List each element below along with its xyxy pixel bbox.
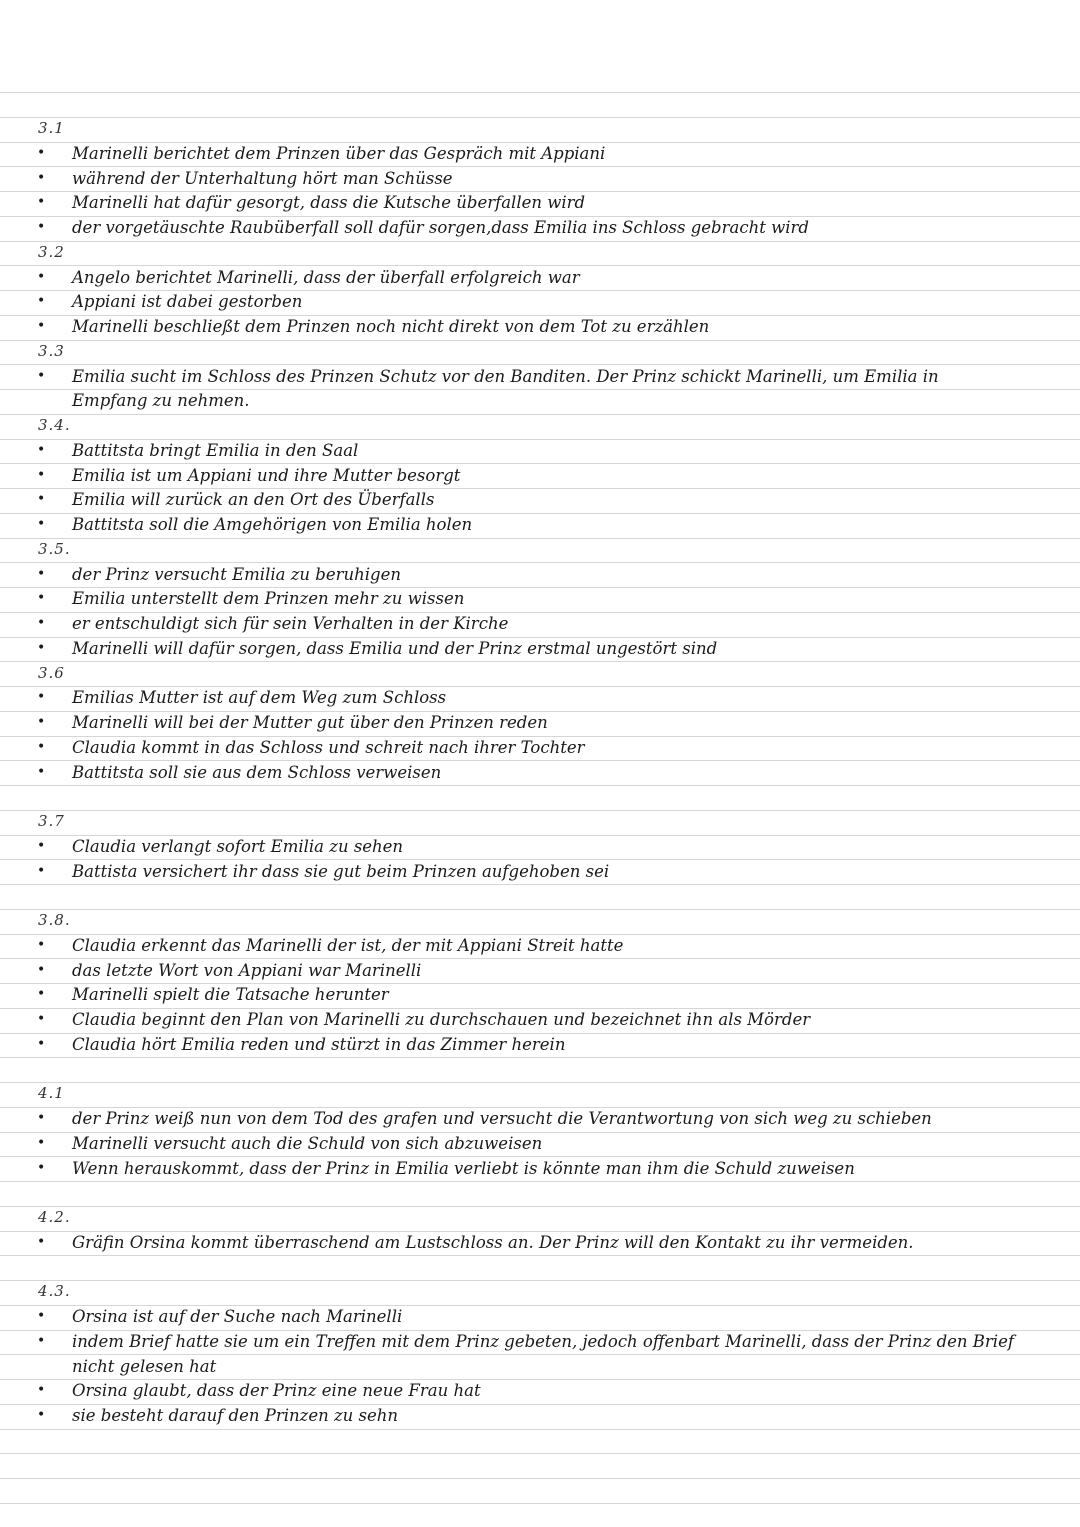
bullet-icon: • xyxy=(37,863,46,879)
section-heading-row xyxy=(0,809,1080,834)
list-item xyxy=(0,735,1080,760)
list-item xyxy=(0,760,1080,785)
list-item xyxy=(0,1230,1080,1255)
list-item-text: sie besteht darauf den Prinzen zu sehn xyxy=(72,1406,399,1425)
bullet-icon: • xyxy=(37,1036,46,1052)
list-item-text: Gräfin Orsina kommt überraschend am Lustschloss an. Der Prinz will den Kontakt zu ihr vermeiden. xyxy=(72,1233,914,1252)
list-item-text: Marinelli will dafür sorgen, dass Emilia und der Prinz erstmal ungestört sind xyxy=(72,639,718,658)
list-item xyxy=(0,265,1080,290)
list-item-text: Emilias Mutter ist auf dem Weg zum Schloss xyxy=(72,688,447,707)
list-item-text: Claudia beginnt den Plan von Marinelli zu durchschauen und bezeichnet ihn als Mörder xyxy=(72,1010,811,1029)
section-heading: 3.1 xyxy=(38,119,65,137)
list-item xyxy=(0,636,1080,661)
list-item xyxy=(0,438,1080,463)
list-item xyxy=(0,1106,1080,1131)
bullet-icon: • xyxy=(37,1234,46,1250)
ruled-line xyxy=(0,92,1080,93)
list-item-text: Marinelli beschließt dem Prinzen noch nicht direkt von dem Tot zu erzählen xyxy=(72,317,710,336)
section-heading: 4.2. xyxy=(38,1208,71,1226)
list-item xyxy=(0,512,1080,537)
list-item-text: Marinelli hat dafür gesorgt, dass die Kutsche überfallen wird xyxy=(72,193,586,212)
list-item-text: Battitsta soll die Amgehörigen von Emilia holen xyxy=(72,515,473,534)
ruled-line xyxy=(0,1453,1080,1454)
list-item-text: Emilia unterstellt dem Prinzen mehr zu wissen xyxy=(72,589,465,608)
bullet-icon: • xyxy=(37,1382,46,1398)
list-item xyxy=(0,933,1080,958)
section-heading-row xyxy=(0,339,1080,364)
bullet-icon: • xyxy=(37,615,46,631)
list-item xyxy=(0,141,1080,166)
list-item-text: der Prinz versucht Emilia zu beruhigen xyxy=(72,565,401,584)
list-item xyxy=(0,1329,1080,1354)
list-item xyxy=(0,611,1080,636)
list-item xyxy=(0,562,1080,587)
list-item xyxy=(0,982,1080,1007)
list-item-text: Battista versichert ihr dass sie gut beim Prinzen aufgehoben sei xyxy=(72,862,610,881)
section-heading: 3.3 xyxy=(38,342,65,360)
bullet-icon: • xyxy=(37,516,46,532)
list-item xyxy=(0,289,1080,314)
bullet-icon: • xyxy=(37,442,46,458)
bullet-icon: • xyxy=(37,590,46,606)
bullet-icon: • xyxy=(37,1308,46,1324)
ruled-line xyxy=(0,884,1080,885)
list-item-text: nicht gelesen hat xyxy=(72,1357,217,1376)
ruled-line xyxy=(0,1503,1080,1504)
list-item-text: indem Brief hatte sie um ein Treffen mit dem Prinz gebeten, jedoch offenbart Marinelli, dass der Prinz den Brief xyxy=(72,1332,1014,1351)
bullet-icon: • xyxy=(37,318,46,334)
list-item-text: der vorgetäuschte Raubüberfall soll dafür sorgen,dass Emilia ins Schloss gebracht wird xyxy=(72,218,809,237)
section-heading: 4.1 xyxy=(38,1084,65,1102)
list-item-text: Claudia erkennt das Marinelli der ist, der mit Appiani Streit hatte xyxy=(72,936,624,955)
list-item-text: Empfang zu nehmen. xyxy=(72,391,250,410)
bullet-icon: • xyxy=(37,566,46,582)
section-heading: 3.5. xyxy=(38,540,71,558)
bullet-icon: • xyxy=(37,293,46,309)
list-item-text: Orsina ist auf der Suche nach Marinelli xyxy=(72,1307,403,1326)
ruled-line xyxy=(0,1057,1080,1058)
section-heading: 3.2 xyxy=(38,243,65,261)
list-item xyxy=(0,314,1080,339)
list-item xyxy=(0,859,1080,884)
section-heading: 3.6 xyxy=(38,664,65,682)
list-item-text: während der Unterhaltung hört man Schüsse xyxy=(72,169,453,188)
list-item xyxy=(0,1007,1080,1032)
list-item xyxy=(0,1378,1080,1403)
list-item-text: Emilia will zurück an den Ort des Überfalls xyxy=(72,490,435,509)
list-item xyxy=(0,1403,1080,1428)
bullet-icon: • xyxy=(37,145,46,161)
section-heading: 3.8. xyxy=(38,911,71,929)
list-item-text: Claudia hört Emilia reden und stürzt in das Zimmer herein xyxy=(72,1035,566,1054)
section-heading-row xyxy=(0,1081,1080,1106)
bullet-icon: • xyxy=(37,986,46,1002)
list-item-text: Emilia sucht im Schloss des Prinzen Schutz vor den Banditen. Der Prinz schickt Marinelli, um Emilia in xyxy=(72,367,939,386)
list-item-text: Marinelli versucht auch die Schuld von sich abzuweisen xyxy=(72,1134,543,1153)
list-item xyxy=(0,958,1080,983)
bullet-icon: • xyxy=(37,491,46,507)
list-item-text: Appiani ist dabei gestorben xyxy=(72,292,303,311)
list-item xyxy=(0,364,1080,389)
section-heading-row xyxy=(0,240,1080,265)
bullet-icon: • xyxy=(37,937,46,953)
bullet-icon: • xyxy=(37,1135,46,1151)
bullet-icon: • xyxy=(37,194,46,210)
section-heading-row xyxy=(0,661,1080,686)
section-heading-row xyxy=(0,908,1080,933)
section-heading-row xyxy=(0,1205,1080,1230)
section-heading-row xyxy=(0,116,1080,141)
bullet-icon: • xyxy=(37,1333,46,1349)
list-item xyxy=(0,1032,1080,1057)
bullet-icon: • xyxy=(37,1011,46,1027)
list-item xyxy=(0,463,1080,488)
list-item xyxy=(0,710,1080,735)
ruled-line xyxy=(0,1478,1080,1479)
section-heading: 4.3. xyxy=(38,1282,71,1300)
list-item-text: Battitsta soll sie aus dem Schloss verweisen xyxy=(72,763,442,782)
list-item xyxy=(0,190,1080,215)
section-heading-row xyxy=(0,413,1080,438)
list-item xyxy=(0,685,1080,710)
list-item-text: Angelo berichtet Marinelli, dass der überfall erfolgreich war xyxy=(72,268,580,287)
list-item-text: der Prinz weiß nun von dem Tod des grafen und versucht die Verantwortung von sich weg zu schieben xyxy=(72,1109,932,1128)
list-item xyxy=(0,1156,1080,1181)
list-item-text: Marinelli will bei der Mutter gut über den Prinzen reden xyxy=(72,713,548,732)
list-item-text: Marinelli berichtet dem Prinzen über das Gespräch mit Appiani xyxy=(72,144,606,163)
list-item-text: Battitsta bringt Emilia in den Saal xyxy=(72,441,359,460)
bullet-icon: • xyxy=(37,764,46,780)
list-item-text: Emilia ist um Appiani und ihre Mutter besorgt xyxy=(72,466,461,485)
section-heading-row xyxy=(0,537,1080,562)
bullet-icon: • xyxy=(37,689,46,705)
list-item xyxy=(0,834,1080,859)
list-item-text: Wenn herauskommt, dass der Prinz in Emilia verliebt is könnte man ihm die Schuld zuweisen xyxy=(72,1159,855,1178)
list-item-text: das letzte Wort von Appiani war Marinelli xyxy=(72,961,422,980)
list-item xyxy=(0,166,1080,191)
list-item-text: Claudia verlangt sofort Emilia zu sehen xyxy=(72,837,404,856)
list-item xyxy=(0,1354,1080,1379)
list-item xyxy=(0,388,1080,413)
bullet-icon: • xyxy=(37,838,46,854)
bullet-icon: • xyxy=(37,170,46,186)
list-item-text: er entschuldigt sich für sein Verhalten in der Kirche xyxy=(72,614,509,633)
section-heading-row xyxy=(0,1279,1080,1304)
ruled-line xyxy=(0,1181,1080,1182)
bullet-icon: • xyxy=(37,1160,46,1176)
bullet-icon: • xyxy=(37,1407,46,1423)
bullet-icon: • xyxy=(37,714,46,730)
ruled-line xyxy=(0,785,1080,786)
bullet-icon: • xyxy=(37,269,46,285)
bullet-icon: • xyxy=(37,640,46,656)
list-item xyxy=(0,487,1080,512)
section-heading: 3.7 xyxy=(38,812,65,830)
list-item-text: Marinelli spielt die Tatsache herunter xyxy=(72,985,389,1004)
bullet-icon: • xyxy=(37,962,46,978)
list-item xyxy=(0,215,1080,240)
list-item xyxy=(0,1131,1080,1156)
bullet-icon: • xyxy=(37,368,46,384)
section-heading: 3.4. xyxy=(38,416,71,434)
ruled-line xyxy=(0,1429,1080,1430)
list-item-text: Claudia kommt in das Schloss und schreit nach ihrer Tochter xyxy=(72,738,585,757)
bullet-icon: • xyxy=(37,467,46,483)
ruled-line xyxy=(0,1255,1080,1256)
list-item xyxy=(0,1304,1080,1329)
list-item xyxy=(0,586,1080,611)
bullet-icon: • xyxy=(37,739,46,755)
list-item-text: Orsina glaubt, dass der Prinz eine neue Frau hat xyxy=(72,1381,481,1400)
bullet-icon: • xyxy=(37,1110,46,1126)
bullet-icon: • xyxy=(37,219,46,235)
